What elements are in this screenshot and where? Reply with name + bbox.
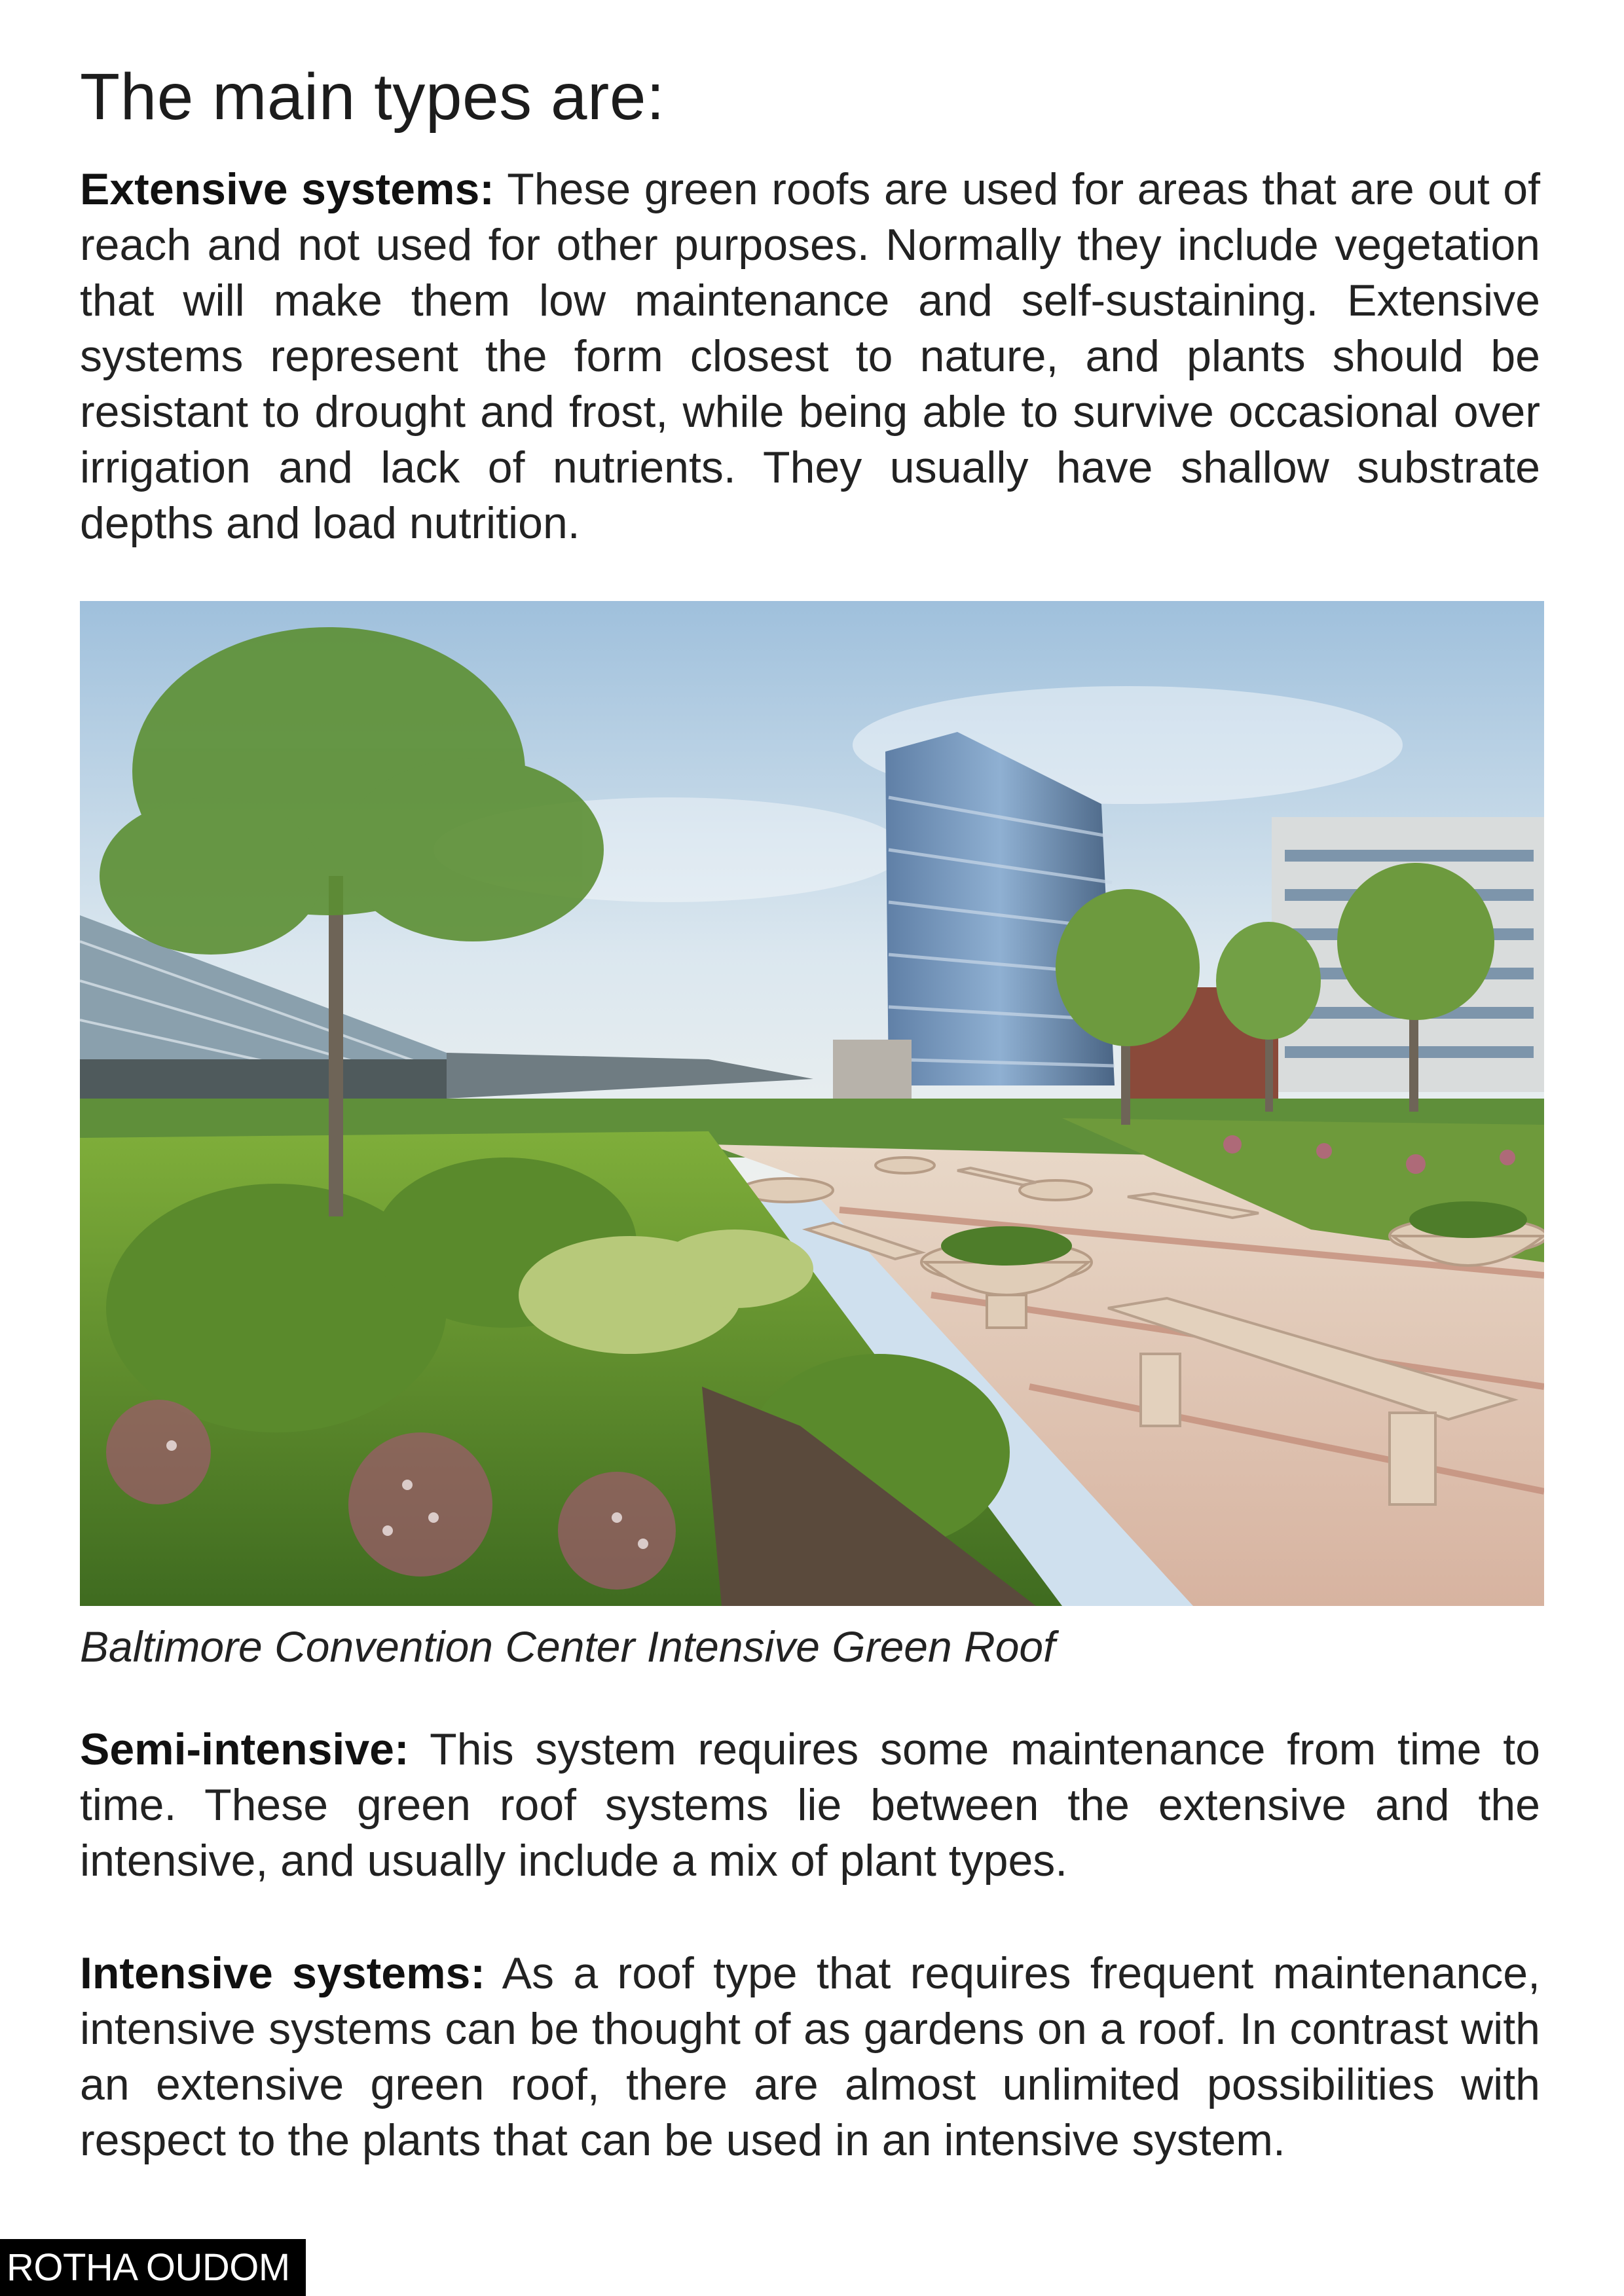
paragraph-intensive-systems xyxy=(80,1946,1540,2168)
text-semi-intensive: This system requires some maintenance from time to time. These green roof systems lie between the extensive and the intensive, and usually include a mix of plant types. xyxy=(80,1724,1540,1886)
paragraph-semi-intensive xyxy=(80,1722,1540,1889)
paragraph-extensive-systems xyxy=(80,162,1540,551)
green-roof-photo xyxy=(80,601,1544,1606)
text-extensive-systems: These green roofs are used for areas that are out of reach and not used for other purposes. Normally they include vegetation that will make them low maintenance and self-sustaining. Extensive systems represent the form closest to nature, and plants should be resistant to drought and frost, while being able to survive occasional over irrigation and lack of nutrients. They usually have shallow substrate depths and load nutrition. xyxy=(80,164,1540,548)
page-heading: The main types are: xyxy=(80,60,665,134)
term-semi-intensive: Semi-intensive: xyxy=(80,1724,409,1774)
term-intensive-systems: Intensive systems: xyxy=(80,1948,485,1998)
text-intensive-systems: As a roof type that requires frequent maintenance, intensive systems can be thought of as gardens on a roof. In contrast with an extensive green roof, there are almost unlimited possibilities with respect to the plants that can be used in an intensive system. xyxy=(80,1948,1540,2165)
term-extensive-systems: Extensive systems: xyxy=(80,164,494,214)
author-tag: ROTHA OUDOM xyxy=(0,2239,306,2296)
photo-caption: Baltimore Convention Center Intensive Green Roof xyxy=(80,1622,1056,1671)
